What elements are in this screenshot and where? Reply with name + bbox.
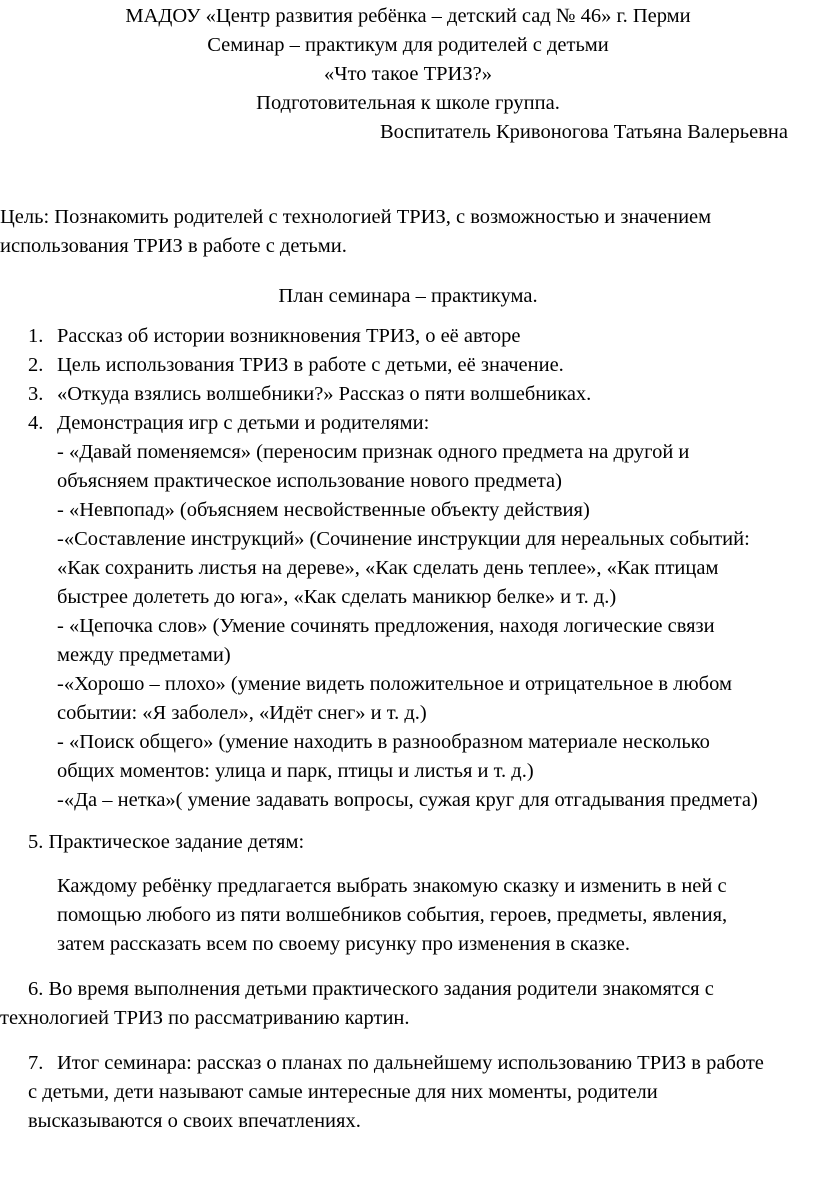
header-group: Подготовительная к школе группа. xyxy=(256,92,560,114)
list-item-number: 2. xyxy=(28,354,44,376)
list-item-number: 4. xyxy=(28,412,44,434)
list-item-text: Демонстрация игр с детьми и родителями: xyxy=(57,412,430,434)
item5-title: 5. Практическое задание детям: xyxy=(28,831,305,853)
games-line: событии: «Я заболел», «Идёт снег» и т. д.) xyxy=(57,702,427,724)
games-line: - «Цепочка слов» (Умение сочинять предложения, находя логические связи xyxy=(57,615,715,637)
games-line: общих моментов: улица и парк, птицы и листья и т. д.) xyxy=(57,760,534,782)
item7-line: высказываются о своих впечатлениях. xyxy=(28,1110,361,1132)
games-line: «Как сохранить листья на дереве», «Как сделать день теплее», «Как птицам xyxy=(57,557,719,579)
list-item-text: Рассказ об истории возникновения ТРИЗ, о её авторе xyxy=(57,325,521,347)
games-line: -«Хорошо – плохо» (умение видеть положительное и отрицательное в любом xyxy=(57,673,732,695)
games-line: -«Составление инструкций» (Сочинение инструкции для нереальных событий: xyxy=(57,528,750,550)
list-item-number: 3. xyxy=(28,383,44,405)
games-line: - «Невпопад» (объясняем несвойственные объекту действия) xyxy=(57,499,590,521)
header-institution: МАДОУ «Центр развития ребёнка – детский сад № 46» г. Перми xyxy=(125,5,691,27)
goal-line-2: использования ТРИЗ в работе с детьми. xyxy=(0,235,347,257)
list-item-number: 7. xyxy=(28,1052,44,1074)
games-line: объясняем практическое использование нового предмета) xyxy=(57,470,562,492)
item6-line: 6. Во время выполнения детьми практического задания родители знакомятся с xyxy=(28,978,714,1000)
item7-line: с детьми, дети называют самые интересные для них моменты, родители xyxy=(28,1081,658,1103)
games-line: - «Поиск общего» (умение находить в разнообразном материале несколько xyxy=(57,731,710,753)
header-teacher: Воспитатель Кривоногова Татьяна Валерьевна xyxy=(380,121,788,143)
item6-line: технологией ТРИЗ по рассматриванию картин. xyxy=(0,1007,410,1029)
games-line: - «Давай поменяемся» (переносим признак одного предмета на другой и xyxy=(57,441,690,463)
header-topic: «Что такое ТРИЗ?» xyxy=(324,63,492,85)
item5-line: Каждому ребёнку предлагается выбрать знакомую сказку и изменить в ней с xyxy=(57,875,727,897)
item5-line: затем рассказать всем по своему рисунку про изменения в сказке. xyxy=(57,933,630,955)
header-event: Семинар – практикум для родителей с детьми xyxy=(207,34,609,56)
games-line: между предметами) xyxy=(57,644,231,666)
goal-line-1: Цель: Познакомить родителей с технологией ТРИЗ, с возможностью и значением xyxy=(0,206,712,228)
list-item-number: 1. xyxy=(28,325,44,347)
item5-line: помощью любого из пяти волшебников события, героев, предметы, явления, xyxy=(57,904,728,926)
plan-title: План семинара – практикума. xyxy=(278,285,538,307)
list-item-text: «Откуда взялись волшебники?» Рассказ о пяти волшебниках. xyxy=(57,383,592,405)
item7-line: Итог семинара: рассказ о планах по дальнейшему использованию ТРИЗ в работе xyxy=(57,1052,764,1074)
games-line: быстрее долететь до юга», «Как сделать маникюр белке» и т. д.) xyxy=(57,586,617,608)
games-line: -«Да – нетка»( умение задавать вопросы, сужая круг для отгадывания предмета) xyxy=(57,789,758,811)
list-item-text: Цель использования ТРИЗ в работе с детьми, её значение. xyxy=(57,354,564,376)
